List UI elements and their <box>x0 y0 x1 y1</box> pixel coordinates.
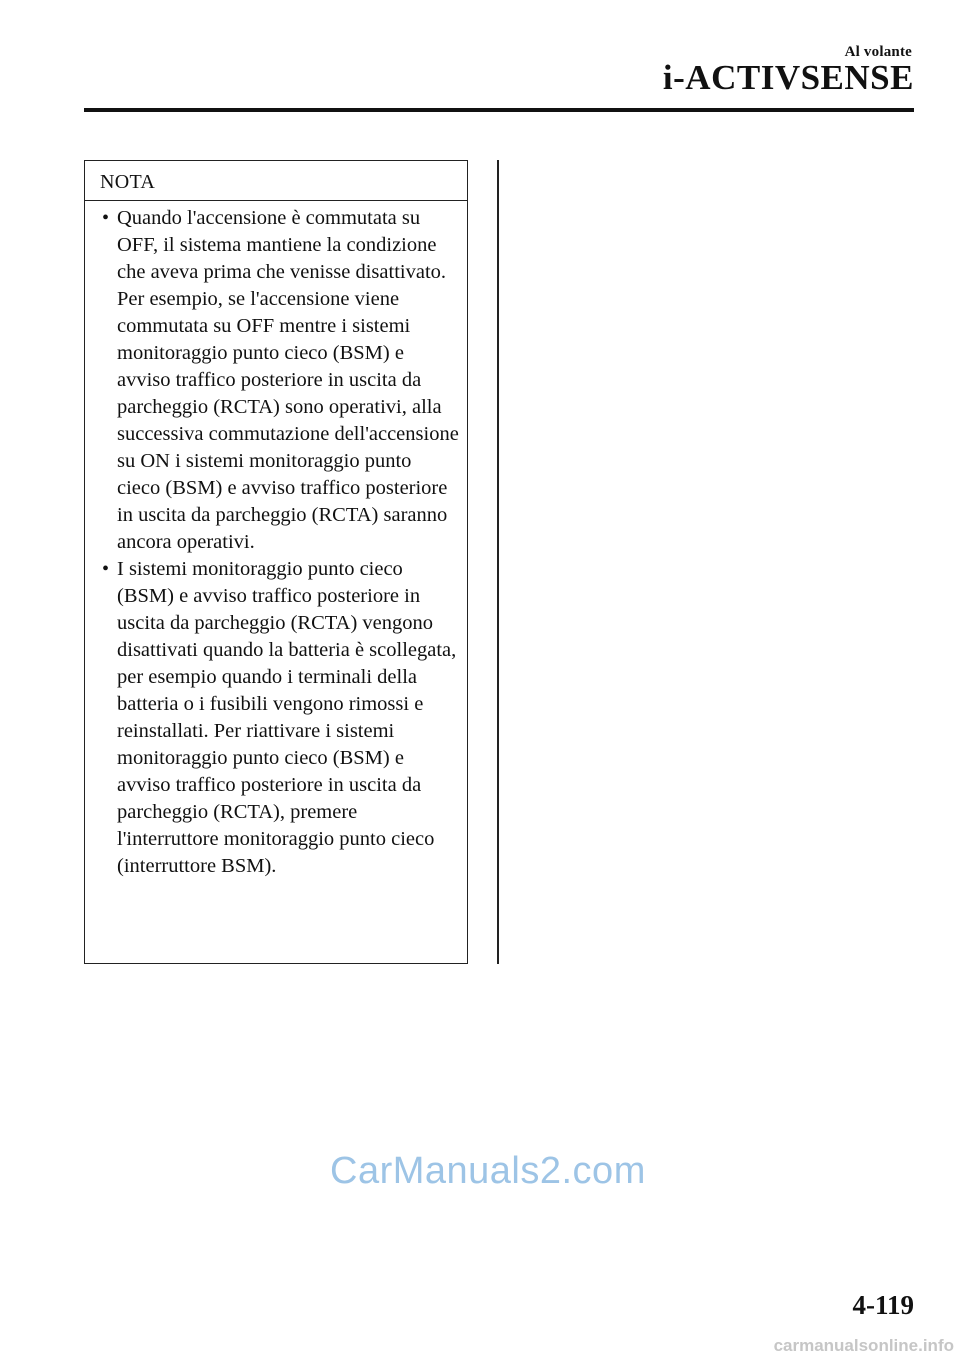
section-label: Al volante <box>844 44 912 60</box>
bullet-icon: • <box>102 207 110 229</box>
watermark: CarManuals2.com <box>330 1150 646 1192</box>
note-item-text: I sistemi monitoraggio punto cieco (BSM) e avviso traffico posteriore in uscita da parcheggio (RCTA) vengono disattivati quando la batteria è scollegata, per esempio quando i terminali della batteria o i fusibili vengono rimossi e reinstallati. Per riattivare i sistemi monitoraggio punto cieco (BSM) e avviso traffico posteriore in uscita da parcheggio (RCTA), premere l'interruttore monitoraggio punto cieco (interruttore BSM). <box>117 558 457 877</box>
page-number: 4-119 <box>852 1290 914 1320</box>
column-divider <box>497 160 499 964</box>
footer-credit: carmanualsonline.info <box>773 1336 954 1355</box>
note-item <box>102 205 459 556</box>
note-title: NOTA <box>85 161 467 201</box>
note-box <box>84 160 468 964</box>
header-rule <box>84 108 914 112</box>
chapter-title: i-ACTIVSENSE <box>662 58 914 97</box>
note-item-text: Quando l'accensione è commutata su OFF, il sistema mantiene la condizione che aveva prima che venisse disattivato. Per esempio, se l'accensione viene commutata su OFF mentre i sistemi monitoraggio punto cieco (BSM) e avviso traffico posteriore in uscita da parcheggio (RCTA) sono operativi, alla successiva commutazione dell'accensione su ON i sistemi monitoraggio punto cieco (BSM) e avviso traffico posteriore in uscita da parcheggio (RCTA) saranno ancora operativi. <box>117 207 459 553</box>
note-item <box>102 556 459 880</box>
note-list <box>85 201 467 880</box>
bullet-icon: • <box>102 558 110 580</box>
